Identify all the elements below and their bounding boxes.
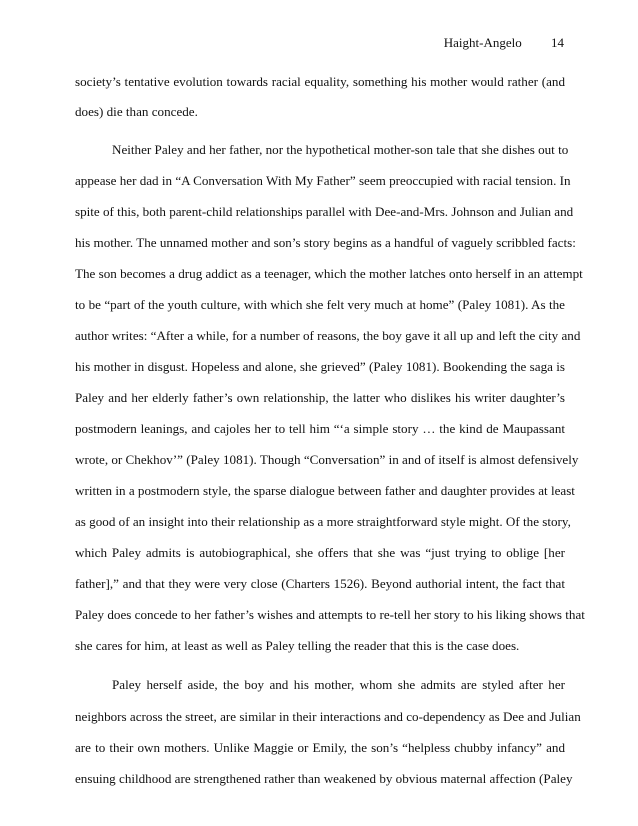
body-line: Paley and her elderly father’s own relationship, the latter who dislikes his writer daughter’s (75, 390, 565, 405)
body-line: to be “part of the youth culture, with which she felt very much at home” (Paley 1081). As the (75, 297, 565, 312)
body-line: written in a postmodern style, the sparse dialogue between father and daughter provides at least (75, 483, 575, 498)
body-line: his mother. The unnamed mother and son’s story begins as a handful of vaguely scribbled facts: (75, 235, 576, 250)
body-line: appease her dad in “A Conversation With My Father” seem preoccupied with racial tension. In (75, 173, 571, 188)
body-line: father],” and that they were very close (Charters 1526). Beyond authorial intent, the fact that (75, 576, 565, 591)
paragraph-first-line: Neither Paley and her father, nor the hypothetical mother-son tale that she dishes out to (112, 142, 569, 157)
body-line: which Paley admits is autobiographical, she offers that she was “just trying to oblige [her (75, 545, 565, 560)
body-line: are to their own mothers. Unlike Maggie or Emily, the son’s “helpless chubby infancy” and (75, 740, 565, 755)
body-line: wrote, or Chekhov’” (Paley 1081). Though “Conversation” in and of itself is almost defensively (75, 452, 579, 467)
body-line: his mother in disgust. Hopeless and alone, she grieved” (Paley 1081). Bookending the saga is (75, 359, 565, 374)
body-line: author writes: “After a while, for a number of reasons, the boy gave it all up and left the city and (75, 328, 581, 343)
body-line: postmodern leanings, and cajoles her to tell him “‘a simple story … the kind de Maupassant (75, 421, 565, 436)
body-line: ensuing childhood are strengthened rather than weakened by obvious maternal affection (Paley (75, 771, 573, 786)
header-author: Haight-Angelo (443, 35, 522, 50)
body-line: society’s tentative evolution towards racial equality, something his mother would rather (and (75, 74, 565, 89)
running-header (444, 35, 564, 51)
header-page-number: 14 (551, 35, 564, 50)
body-line: does) die than concede. (75, 104, 198, 119)
body-line: as good of an insight into their relationship as a more straightforward style might. Of the story, (75, 514, 571, 529)
body-line: Paley does concede to her father’s wishes and attempts to re-tell her story to his liking shows that (75, 607, 585, 622)
paragraph-first-line: Paley herself aside, the boy and his mother, whom she admits are styled after her (112, 677, 565, 692)
body-line: The son becomes a drug addict as a teenager, which the mother latches onto herself in an attempt (75, 266, 583, 281)
body-line: spite of this, both parent-child relationships parallel with Dee-and-Mrs. Johnson and Julian and (75, 204, 574, 219)
body-line: she cares for him, at least as well as Paley telling the reader that this is the case does. (75, 638, 520, 653)
body-line: neighbors across the street, are similar in their interactions and co-dependency as Dee and Julian (75, 709, 581, 724)
